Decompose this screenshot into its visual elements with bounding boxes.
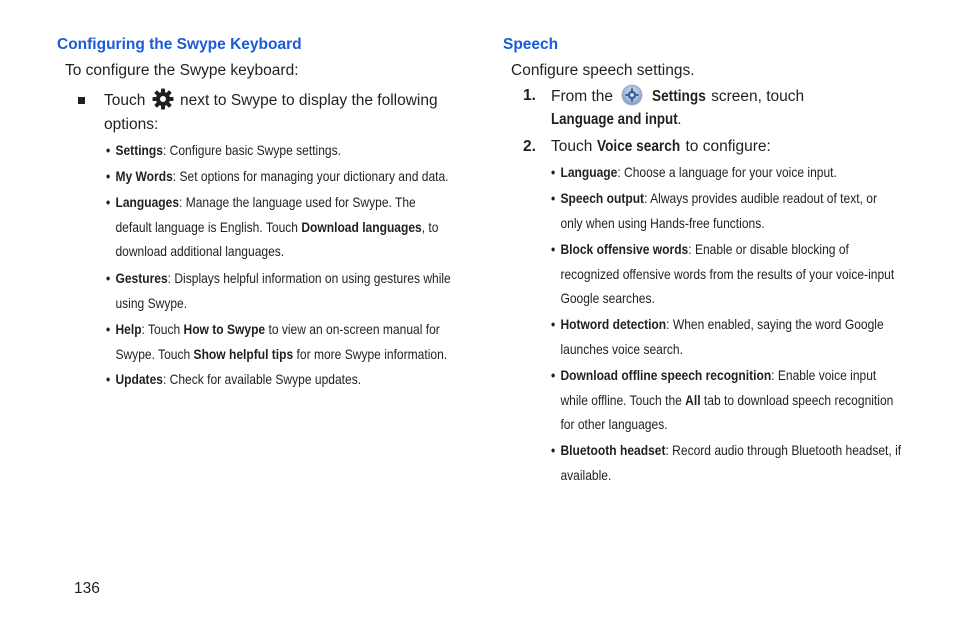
list-item: • Languages: Manage the language used for Swype. The default language is English. Touch Download languages, to download additional languages.	[106, 194, 439, 259]
list-item-wrap	[551, 186, 930, 235]
list-item: • Hotword detection: When enabled, saying the word Google launches voice search.	[551, 316, 884, 357]
list-item: • Help: Touch How to Swype to view an on-screen manual for Swype. Touch Show helpful tips for more Swype information.	[106, 321, 448, 362]
list-item-wrap	[106, 266, 526, 315]
list-item: • Settings: Configure basic Swype settings.	[106, 142, 341, 158]
list-item: • Bluetooth headset: Record audio through Bluetooth headset, if available.	[551, 442, 902, 483]
list-item: • Language: Choose a language for your voice input.	[551, 164, 837, 180]
list-item: • Block offensive words: Enable or disable blocking of recognized offensive words from the results of your voice-input Google searches.	[551, 241, 895, 306]
step-number: 2.	[523, 138, 536, 155]
step-touch-gear-line2: options:	[104, 116, 159, 133]
intro-text-speech: Configure speech settings.	[511, 62, 695, 79]
list-item: • Updates: Check for available Swype updates.	[106, 371, 362, 387]
gear-icon	[152, 88, 174, 110]
section-heading-swype: Configuring the Swype Keyboard	[57, 36, 302, 53]
list-item-wrap	[551, 160, 883, 185]
list-item: • Speech output: Always provides audible readout of text, or only when using Hands-free functions.	[551, 190, 877, 231]
list-item: • Gestures: Displays helpful information on using gestures while using Swype.	[106, 270, 451, 311]
list-item-wrap	[551, 237, 950, 311]
square-bullet	[78, 97, 85, 104]
list-item-wrap	[106, 164, 526, 189]
intro-text-swype: To configure the Swype keyboard:	[65, 62, 299, 79]
swype-options-list	[106, 138, 526, 163]
list-item-wrap	[106, 317, 526, 366]
list-item-wrap	[551, 438, 954, 487]
list-item-wrap	[106, 367, 526, 392]
settings-icon	[621, 84, 643, 106]
step-voice-search: Touch Voice search to configure:	[551, 138, 771, 155]
section-heading-speech: Speech	[503, 36, 559, 53]
list-item: • My Words: Set options for managing your dictionary and data.	[106, 168, 449, 184]
page-number: 136	[74, 580, 100, 597]
list-item-wrap	[551, 363, 949, 437]
step-number: 1.	[523, 87, 536, 104]
step-from-settings: From the Settings screen, touch	[551, 84, 804, 109]
list-item-wrap	[106, 190, 526, 264]
list-item: • Download offline speech recognition: Enable voice input while offline. Touch the All tab to download speech recognition for other languages.	[551, 367, 894, 432]
list-item-wrap	[551, 312, 938, 361]
step-touch-gear: Touch next to Swype to display the following	[104, 88, 438, 113]
step-from-settings-line2: Language and input.	[551, 111, 682, 128]
